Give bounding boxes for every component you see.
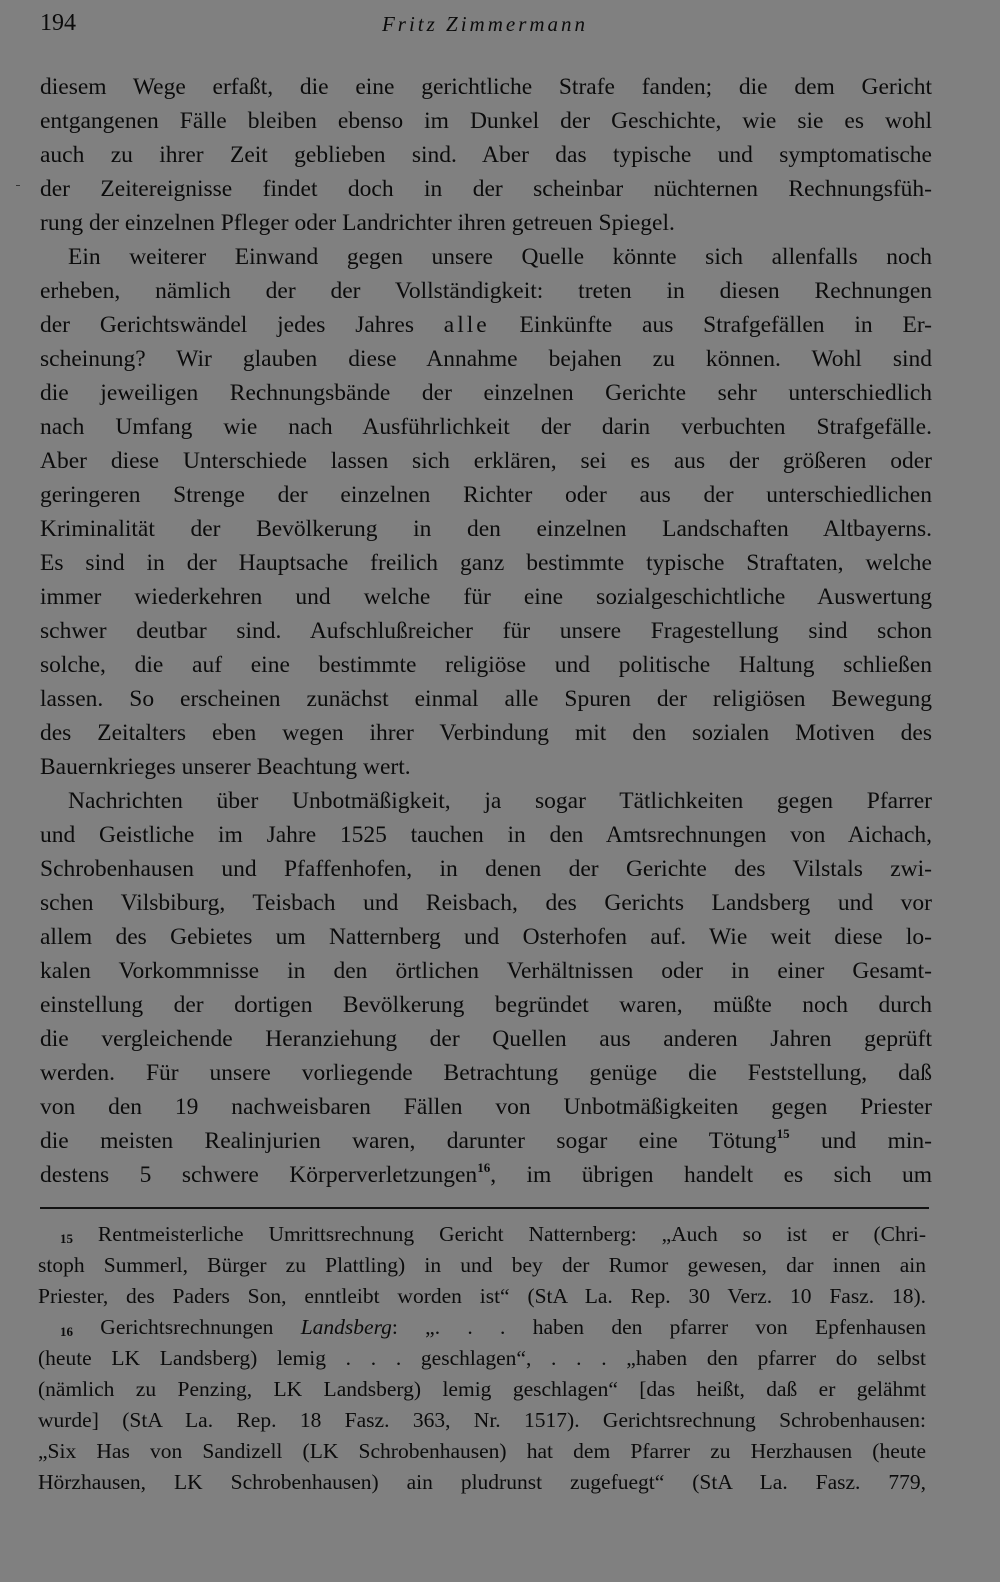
footnote-15-line: stoph Summerl, Bürger zu Plattling) in und bey der Rumor gewesen, dar innen ain (38, 1253, 926, 1277)
text-line: einstellung der dortigen Bevölkerung begründet waren, müßte noch durch (40, 992, 932, 1018)
text-line: geringeren Strenge der einzelnen Richter oder aus der unterschiedlichen (40, 482, 932, 508)
text-line: Es sind in der Hauptsache freilich ganz bestimmte typische Straftaten, welche (40, 550, 932, 576)
footnote-divider (40, 1207, 929, 1209)
text-line: von den 19 nachweisbaren Fällen von Unbotmäßigkeiten gegen Priester (40, 1094, 932, 1120)
text-line: solche, die auf eine bestimmte religiöse und politische Haltung schließen (40, 652, 932, 678)
text-line: entgangenen Fälle bleiben ebenso im Dunkel der Geschichte, wie sie es wohl (40, 108, 932, 134)
footnote-16-line: wurde] (StA La. Rep. 18 Fasz. 363, Nr. 1517). Gerichtsrechnung Schrobenhausen: (38, 1408, 926, 1432)
footnote-text: Rentmeisterliche Umrittsrechnung Gericht Natternberg: „Auch so ist er (Chri- (97, 1222, 927, 1246)
text-line: werden. Für unsere vorliegende Betrachtung genüge die Feststellung, daß (40, 1060, 932, 1086)
footnote-15-line: Priester, des Paders Son, enntleibt worden ist“ (StA La. Rep. 30 Verz. 10 Fasz. 18). (38, 1284, 926, 1308)
footnote-16-mark: 16 (60, 1324, 73, 1339)
footnote-text: : „. . . haben den pfarrer von Epfenhausen (391, 1315, 927, 1339)
footnote-16-line: „Six Has von Sandizell (LK Schrobenhausen) hat dem Pfarrer zu Herzhausen (heute (38, 1439, 926, 1463)
text-segment: und min- (821, 1128, 933, 1154)
text-line: Kriminalität der Bevölkerung in den einzelnen Landschaften Altbayerns. (40, 516, 932, 542)
running-head: Fritz Zimmermann (381, 12, 589, 36)
page-header (40, 10, 930, 40)
margin-mark (16, 185, 20, 186)
text-line: Nachrichten über Unbotmäßigkeit, ja sogar Tätlichkeiten gegen Pfarrer (68, 788, 932, 814)
footnote-15-mark: 15 (60, 1231, 73, 1246)
text-line: nach Umfang wie nach Ausführlichkeit der darin verbuchten Strafgefälle. (40, 414, 932, 440)
body-text (40, 70, 932, 1192)
page-number: 194 (40, 10, 76, 36)
text-line: diesem Wege erfaßt, die eine gerichtliche Strafe fanden; die dem Gericht (40, 74, 932, 100)
footnote-text: Gerichtsrechnungen (100, 1315, 274, 1339)
text-line: Aber diese Unterschiede lassen sich erklären, sei es aus der größeren oder (40, 448, 932, 474)
text-line: erheben, nämlich der der Vollständigkeit: treten in diesen Rechnungen (40, 278, 932, 304)
text-line: der Zeitereignisse findet doch in der scheinbar nüchternen Rechnungsfüh- (40, 176, 932, 202)
text-line: Schrobenhausen und Pfaffenhofen, in denen der Gerichte des Vilstals zwi- (40, 856, 932, 882)
footnote-16-line: Hörzhausen, LK Schrobenhausen) ain pludrunst zugefuegt“ (StA La. Fasz. 779, (38, 1470, 926, 1494)
text-segment: destens 5 schwere Körperverletzungen (40, 1162, 478, 1188)
text-line: Bauernkrieges unserer Beachtung wert. (40, 754, 411, 780)
text-line: Ein weiterer Einwand gegen unsere Quelle könnte sich allenfalls noch (68, 244, 932, 270)
text-line: lassen. So erscheinen zunächst einmal alle Spuren der religiösen Bewegung (40, 686, 932, 712)
text-line: scheinung? Wir glauben diese Annahme bejahen zu können. Wohl sind (40, 346, 932, 372)
text-segment: , im übrigen handelt es sich um (490, 1162, 932, 1188)
footnote-16-line (38, 1312, 926, 1343)
text-line: die jeweiligen Rechnungsbände der einzelnen Gerichte sehr unterschiedlich (40, 380, 932, 406)
footnotes (38, 1219, 926, 1498)
text-line: auch zu ihrer Zeit geblieben sind. Aber das typische und symptomatische (40, 142, 932, 168)
footnote-italic-place: Landsberg (300, 1315, 392, 1339)
text-line (40, 1124, 932, 1158)
footnote-16-line: (nämlich zu Penzing, LK Landsberg) lemig geschlagen“ [das heißt, daß er gelähmt (38, 1377, 926, 1401)
text-line: kalen Vorkommnisse in den örtlichen Verhältnissen oder in einer Gesamt- (40, 958, 932, 984)
text-line: und Geistliche im Jahre 1525 tauchen in den Amtsrechnungen von Aichach, (40, 822, 932, 848)
text-line: immer wiederkehren und welche für eine sozialgeschichtliche Auswertung (40, 584, 932, 610)
emphasized-word: alle (443, 312, 490, 338)
footnote-ref-16[interactable]: 16 (477, 1160, 491, 1175)
footnote-ref-15[interactable]: 15 (776, 1126, 790, 1141)
text-line: allem des Gebietes um Natternberg und Osterhofen auf. Wie weit diese lo- (40, 924, 932, 950)
text-line: schen Vilsbiburg, Teisbach und Reisbach, des Gerichts Landsberg und vor (40, 890, 932, 916)
text-segment: Einkünfte aus Strafgefällen in Er- (519, 312, 933, 338)
text-segment: die meisten Realinjurien waren, darunter sogar eine Tötung (40, 1128, 777, 1154)
text-line (40, 1158, 932, 1192)
text-line: des Zeitalters eben wegen ihrer Verbindung mit den sozialen Motiven des (40, 720, 932, 746)
text-line: schwer deutbar sind. Aufschlußreicher für unsere Fragestellung sind schon (40, 618, 932, 644)
text-line: die vergleichende Heranziehung der Quellen aus anderen Jahren geprüft (40, 1026, 932, 1052)
text-line: rung der einzelnen Pfleger oder Landrichter ihren getreuen Spiegel. (40, 210, 675, 236)
text-segment: der Gerichtswändel jedes Jahres (40, 312, 414, 338)
text-line (40, 308, 932, 342)
footnote-16-line: (heute LK Landsberg) lemig . . . geschlagen“, . . . „haben den pfarrer do selbst (38, 1346, 926, 1370)
footnote-15-line (38, 1219, 926, 1250)
